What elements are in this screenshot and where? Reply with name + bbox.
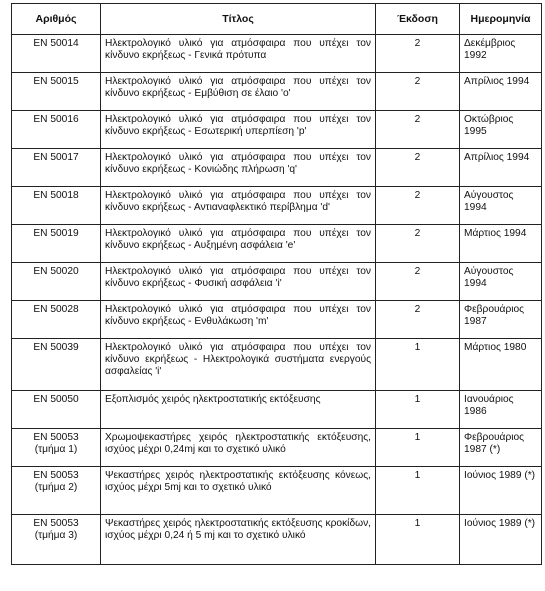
table-row xyxy=(12,111,542,149)
standard-number-cell xyxy=(12,111,101,149)
standard-number: EN 50018 xyxy=(33,190,79,201)
table-row xyxy=(12,35,542,73)
standard-number-cell xyxy=(12,391,101,429)
standard-title: Ηλεκτρολογικό υλικό για ατμόσφαιρα που υπέχει τον κίνδυνο εκρήξεως - Ενθυλάκωση 'm' xyxy=(101,301,376,339)
standard-part: (τμήμα 1) xyxy=(34,444,78,455)
standard-title: Ηλεκτρολογικό υλικό για ατμόσφαιρα που υπέχει τον κίνδυνο εκρήξεως - Αυξημένη ασφάλεια 'e' xyxy=(101,225,376,263)
table-row xyxy=(12,467,542,515)
standard-number: EN 50053 xyxy=(33,432,79,443)
standard-edition: 1 xyxy=(376,467,460,515)
standard-title: Ηλεκτρολογικό υλικό για ατμόσφαιρα που υπέχει τον κίνδυνο εκρήξεως - Κονιώδης πλήρωση 'q' xyxy=(101,149,376,187)
table-row xyxy=(12,391,542,429)
standard-number-cell xyxy=(12,339,101,391)
standard-number: EN 50020 xyxy=(33,266,79,277)
table-row xyxy=(12,149,542,187)
standard-edition: 2 xyxy=(376,187,460,225)
standard-title: Ψεκαστήρες χειρός ηλεκτροστατικής εκτόξευσης κόνεως, ισχύος μέχρι 5mj και το σχετικό υλικό xyxy=(101,467,376,515)
standard-edition: 2 xyxy=(376,225,460,263)
standard-title: Ηλεκτρολογικό υλικό για ατμόσφαιρα που υπέχει τον κίνδυνο εκρήξεως - Ηλεκτρολογικά συστήματα ενεργούς ασφαλείας 'i' xyxy=(101,339,376,391)
standard-edition: 2 xyxy=(376,35,460,73)
standard-title: Ηλεκτρολογικό υλικό για ατμόσφαιρα που υπέχει τον κίνδυνο εκρήξεως - Εσωτερική υπερπίεση 'p' xyxy=(101,111,376,149)
table-body xyxy=(12,35,542,565)
standard-date: Ιούνιος 1989 (*) xyxy=(460,467,542,515)
standard-date: Φεβρουάριος 1987 xyxy=(460,301,542,339)
table-row xyxy=(12,429,542,467)
standard-edition: 2 xyxy=(376,301,460,339)
standard-date: Ιανουάριος 1986 xyxy=(460,391,542,429)
standard-date: Απρίλιος 1994 xyxy=(460,149,542,187)
standard-number: EN 50050 xyxy=(33,394,79,405)
standard-edition: 2 xyxy=(376,263,460,301)
standard-number-cell xyxy=(12,187,101,225)
standard-number: EN 50053 xyxy=(33,470,79,481)
standard-number: EN 50014 xyxy=(33,38,79,49)
standard-edition: 1 xyxy=(376,391,460,429)
standard-number: EN 50019 xyxy=(33,228,79,239)
standard-date: Μάρτιος 1980 xyxy=(460,339,542,391)
table-row xyxy=(12,263,542,301)
standard-title: Ηλεκτρολογικό υλικό για ατμόσφαιρα που υπέχει τον κίνδυνο εκρήξεως - Φυσική ασφάλεια 'i' xyxy=(101,263,376,301)
standard-edition: 1 xyxy=(376,339,460,391)
standard-number-cell xyxy=(12,467,101,515)
standard-number-cell xyxy=(12,301,101,339)
standard-date: Δεκέμβριος 1992 xyxy=(460,35,542,73)
header-title: Τίτλος xyxy=(101,4,376,35)
standard-number-cell xyxy=(12,149,101,187)
standard-part: (τμήμα 2) xyxy=(34,482,78,493)
table-row xyxy=(12,301,542,339)
standard-date: Αύγουστος 1994 xyxy=(460,187,542,225)
standard-number: EN 50039 xyxy=(33,342,79,353)
standards-table xyxy=(11,3,542,565)
standard-edition: 2 xyxy=(376,149,460,187)
standard-number-cell xyxy=(12,515,101,565)
standard-number: EN 50015 xyxy=(33,76,79,87)
standard-number-cell xyxy=(12,263,101,301)
standard-number: EN 50028 xyxy=(33,304,79,315)
standard-edition: 1 xyxy=(376,515,460,565)
standard-number-cell xyxy=(12,73,101,111)
standard-title: Ψεκαστήρες χειρός ηλεκτροστατικής εκτόξευσης κροκίδων, ισχύος μέχρι 0,24 ή 5 mj και το σχετικό υλικό xyxy=(101,515,376,565)
standard-edition: 2 xyxy=(376,73,460,111)
standard-date: Αύγουστος 1994 xyxy=(460,263,542,301)
table-row xyxy=(12,515,542,565)
header-number: Αριθμός xyxy=(12,4,101,35)
table-row xyxy=(12,225,542,263)
standard-title: Ηλεκτρολογικό υλικό για ατμόσφαιρα που υπέχει τον κίνδυνο εκρήξεως - Γενικά πρότυπα xyxy=(101,35,376,73)
header-row xyxy=(12,4,542,35)
standard-date: Φεβρουάριος 1987 (*) xyxy=(460,429,542,467)
standard-title: Ηλεκτρολογικό υλικό για ατμόσφαιρα που υπέχει τον κίνδυνο εκρήξεως - Αντιαναφλεκτικό περίβλημα 'd' xyxy=(101,187,376,225)
standard-date: Απρίλιος 1994 xyxy=(460,73,542,111)
header-date: Ημερομηνία xyxy=(460,4,542,35)
table-row xyxy=(12,339,542,391)
standard-number: EN 50017 xyxy=(33,152,79,163)
table-row xyxy=(12,73,542,111)
standard-edition: 2 xyxy=(376,111,460,149)
standards-table-wrapper xyxy=(11,3,541,565)
standard-date: Οκτώβριος 1995 xyxy=(460,111,542,149)
standard-number-cell xyxy=(12,225,101,263)
standard-title: Ηλεκτρολογικό υλικό για ατμόσφαιρα που υπέχει τον κίνδυνο εκρήξεως - Εμβύθιση σε έλαιο 'ο' xyxy=(101,73,376,111)
standard-edition: 1 xyxy=(376,429,460,467)
standard-part: (τμήμα 3) xyxy=(34,530,78,541)
standard-number-cell xyxy=(12,429,101,467)
standard-number-cell xyxy=(12,35,101,73)
standard-title: Εξοπλισμός χειρός ηλεκτροστατικής εκτόξευσης xyxy=(101,391,376,429)
standard-number: EN 50016 xyxy=(33,114,79,125)
table-row xyxy=(12,187,542,225)
standard-date: Ιούνιος 1989 (*) xyxy=(460,515,542,565)
standard-title: Χρωμοψεκαστήρες χειρός ηλεκτροστατικής εκτόξευσης, ισχύος μέχρι 0,24mj και το σχετικό υλικό xyxy=(101,429,376,467)
standard-number: EN 50053 xyxy=(33,518,79,529)
header-edition: Έκδοση xyxy=(376,4,460,35)
standard-date: Μάρτιος 1994 xyxy=(460,225,542,263)
